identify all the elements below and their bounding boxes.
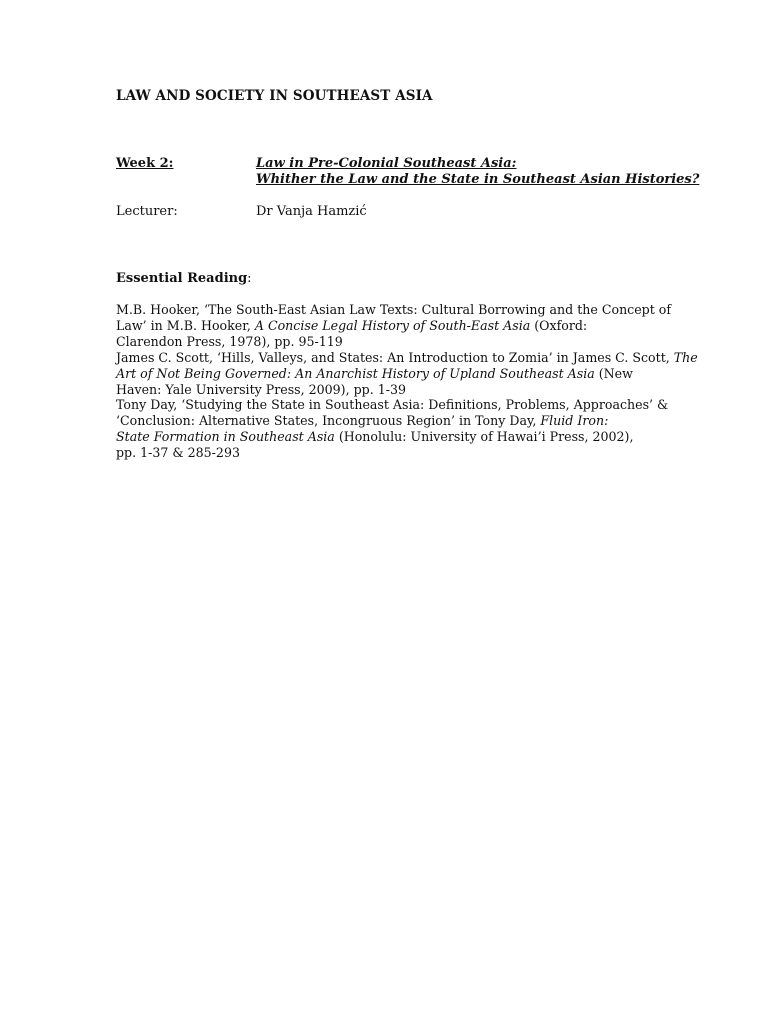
document-title: LAW AND SOCIETY IN SOUTHEAST ASIA [116,88,433,104]
week-topic [256,156,699,188]
reading-list [116,302,698,461]
book-title: The [673,349,698,365]
reading-line: Clarendon Press, 1978), pp. 95-119 [116,333,343,349]
reading-item-day [116,397,669,461]
week-topic-line2: Whither the Law and the State in Southeast Asian Histories? [256,172,700,187]
reading-line: State Formation in Southeast Asia (Honolulu: University of Hawai’i Press, 2002), [116,429,634,445]
reading-line: James C. Scott, ‘Hills, Valleys, and States: An Introduction to Zomia’ in James C. Scott, The [116,349,698,365]
lecturer-name: Dr Vanja Hamzić [256,204,367,219]
reading-item-hooker [116,302,672,350]
book-title: A Concise Legal History of South-East Asia [254,317,531,333]
essential-reading-heading-colon: : [247,271,252,286]
book-title: State Formation in Southeast Asia [116,429,335,445]
reading-line: ‘Conclusion: Alternative States, Incongruous Region’ in Tony Day, Fluid Iron: [116,413,609,429]
week-label: Week 2: [116,156,174,171]
reading-line: pp. 1-37 & 285-293 [116,445,240,461]
reading-line: Law’ in M.B. Hooker, A Concise Legal History of South-East Asia (Oxford: [116,317,588,333]
reading-line: M.B. Hooker, ‘The South-East Asian Law Texts: Cultural Borrowing and the Concept of [116,302,672,317]
essential-reading-heading [116,271,252,286]
week-topic-line1: Law in Pre-Colonial Southeast Asia: [256,156,517,171]
reading-line: Haven: Yale University Press, 2009), pp. 1-39 [116,381,407,397]
essential-reading-heading-text: Essential Reading [116,271,248,286]
lecturer-label: Lecturer: [116,204,178,219]
reading-line: Art of Not Being Governed: An Anarchist History of Upland Southeast Asia (New [116,365,633,381]
book-title: Art of Not Being Governed: An Anarchist History of Upland Southeast Asia [116,365,595,381]
reading-item-scott [116,349,698,398]
reading-line: Tony Day, ‘Studying the State in Southeast Asia: Definitions, Problems, Approaches’ & [116,397,669,413]
book-title: Fluid Iron: [540,413,609,429]
